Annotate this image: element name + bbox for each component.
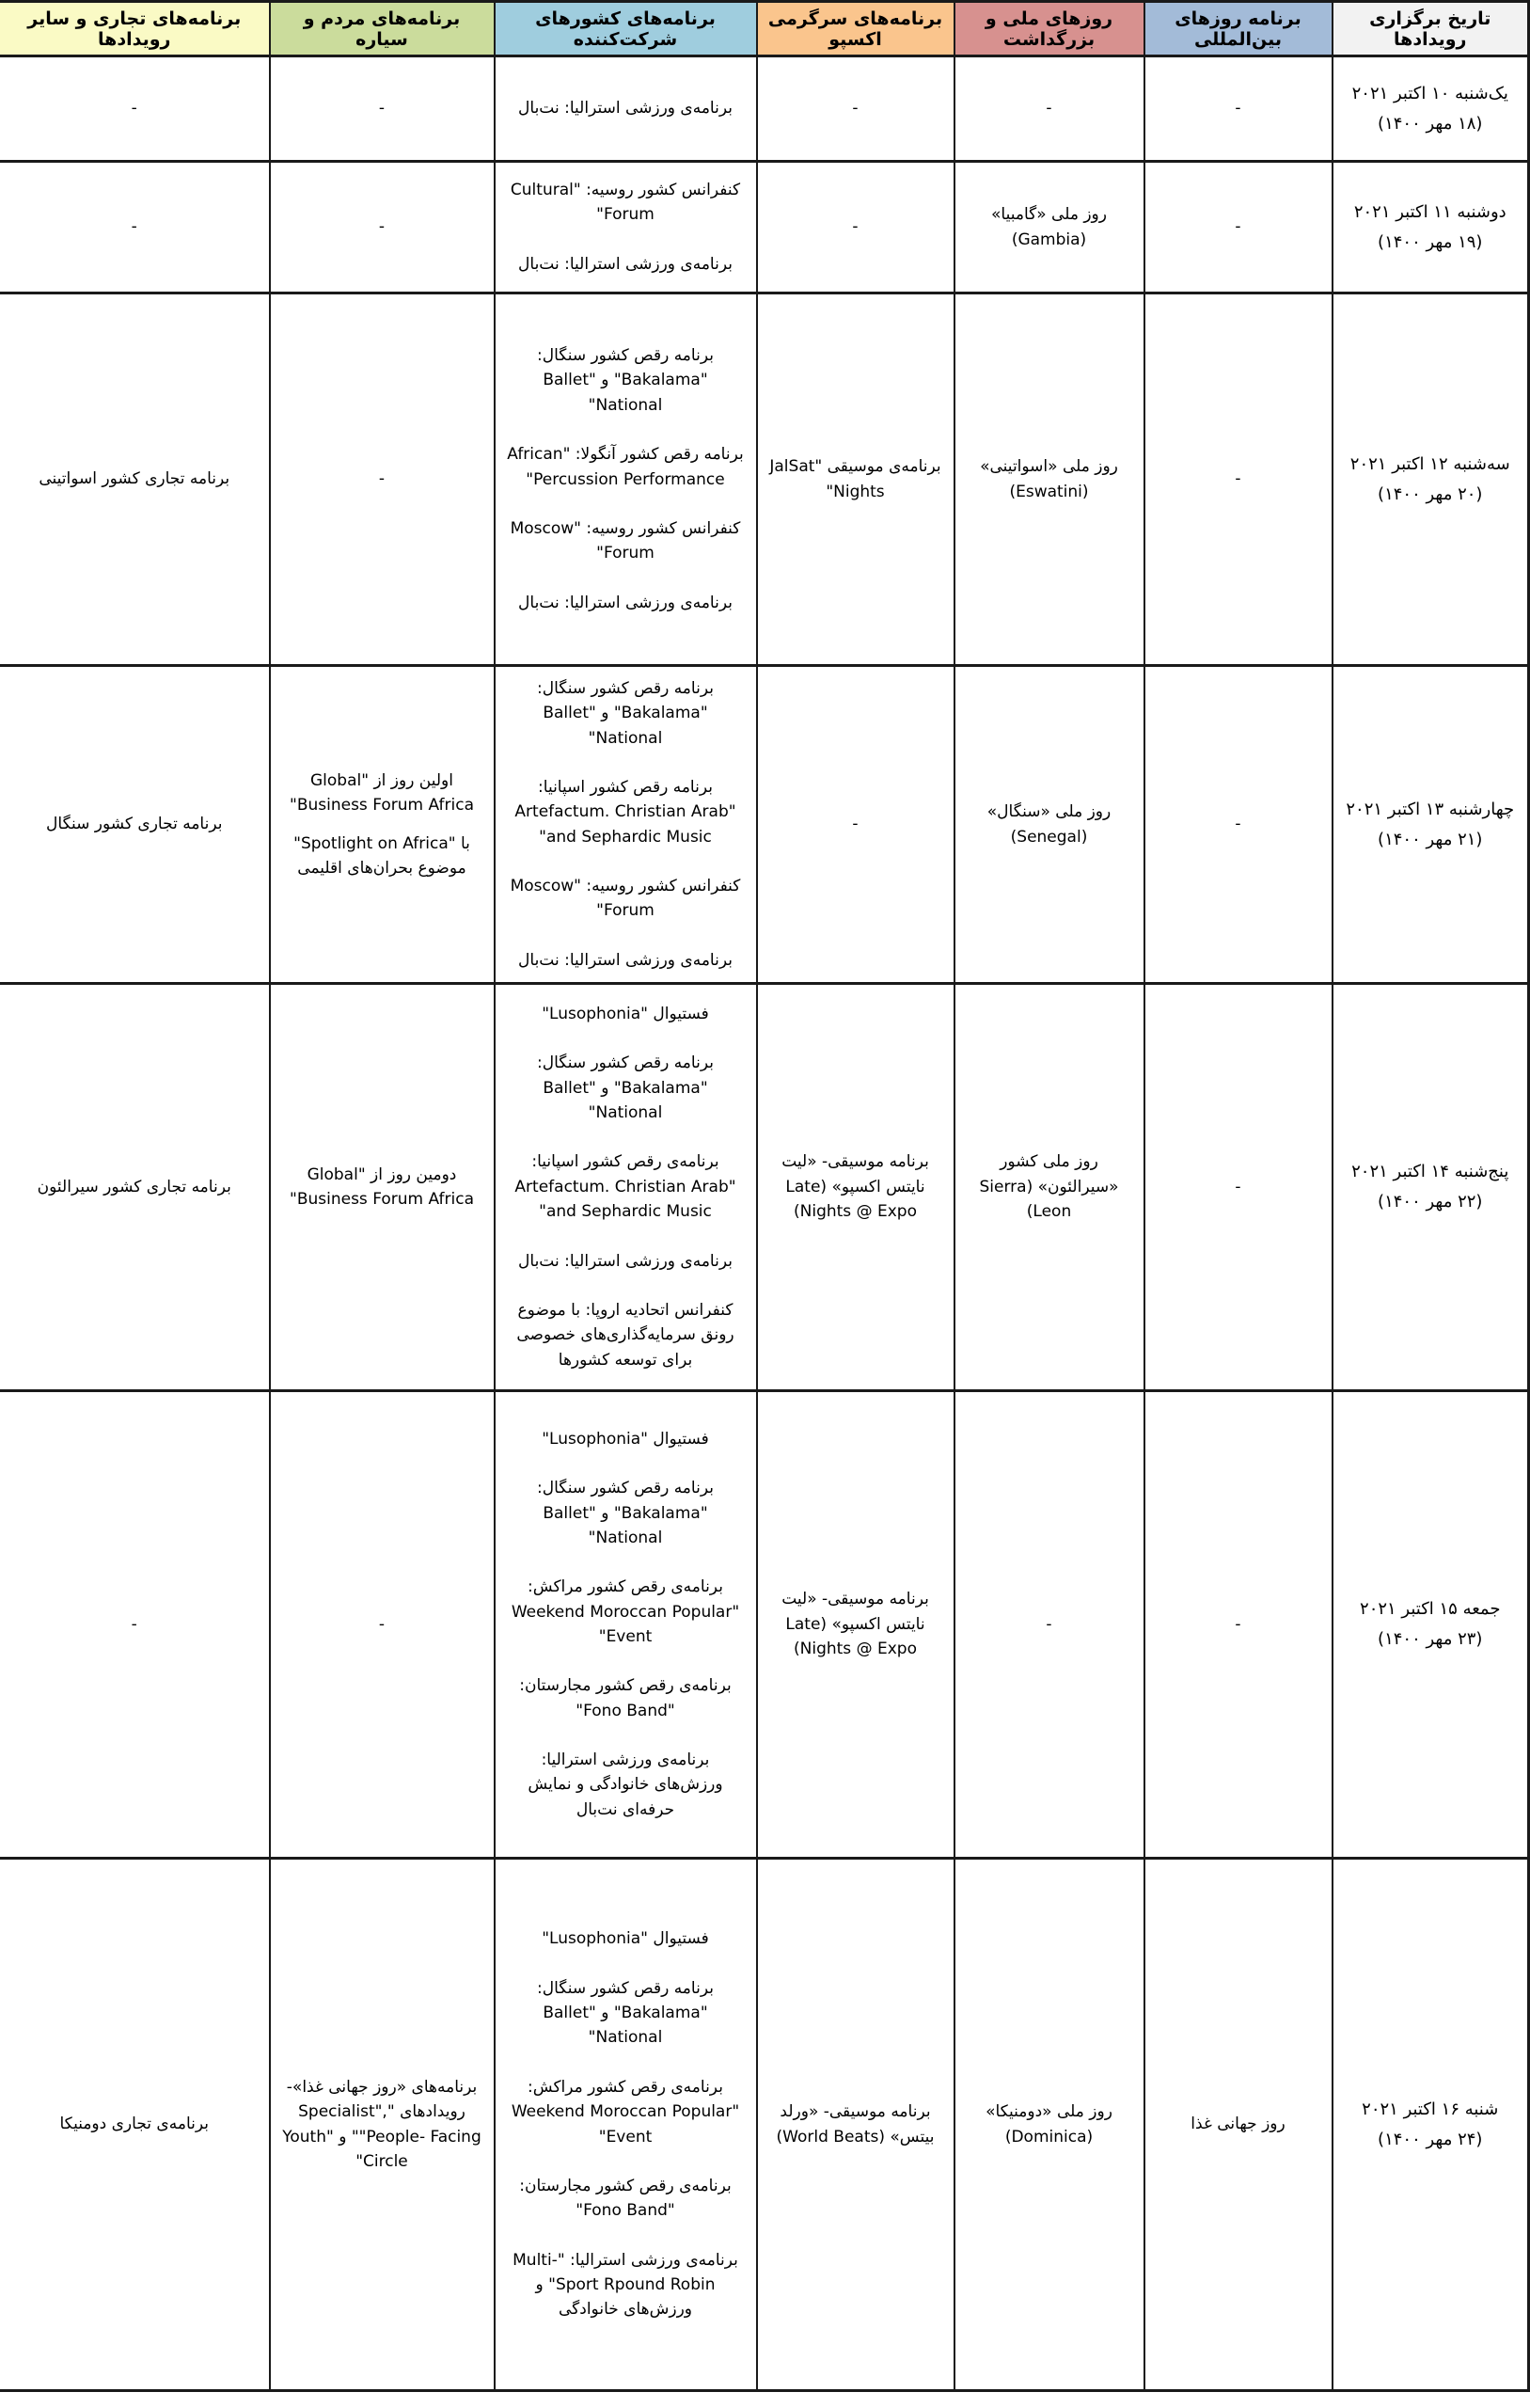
cell-paragraph: روز ملی کشور «سیرالئون» (Sierra Leon) <box>979 1152 1119 1222</box>
cell-paragraph: برنامه‌ی ورزشی استرالیا: نت‌بال <box>518 254 733 274</box>
cell-paragraph: برنامه‌ی ورزشی استرالیا: نت‌بال <box>518 99 733 119</box>
cell-national <box>954 1859 1144 2391</box>
cell-paragraph: (۲۳ مهر ۱۴۰۰) <box>1378 1629 1483 1649</box>
cell-paragraph: برنامه تجاری کشور سنگال <box>46 815 223 834</box>
cell-paragraph: - <box>131 1614 137 1634</box>
cell-countries <box>495 56 757 162</box>
header-cell-date: تاریخ برگزاری رویدادها <box>1333 2 1529 56</box>
cell-paragraph: (۱۸ مهر ۱۴۰۰) <box>1378 113 1483 134</box>
cell-paragraph: برنامه‌ی رقص کشور مراکش: "Weekend Moroccan Popular Event" <box>511 2077 740 2147</box>
cell-paragraph: برنامه رقص کشور سنگال: "Bakalama" و "Ballet National" <box>537 678 714 748</box>
cell-entertainment <box>757 56 954 162</box>
cell-countries <box>495 162 757 293</box>
header-cell-business: برنامه‌های تجاری و سایر رویدادها <box>0 2 270 56</box>
cell-entertainment <box>757 1391 954 1859</box>
cell-international <box>1144 293 1333 666</box>
cell-people <box>270 162 495 293</box>
cell-paragraph: پنج‌شنبه ۱۴ اکتبر ۲۰۲۱ <box>1351 1162 1509 1182</box>
cell-national <box>954 162 1144 293</box>
cell-paragraph: فستیوال "Lusophonia" <box>542 1005 709 1024</box>
cell-paragraph: برنامه رقص کشور سنگال: "Bakalama" و "Ballet National" <box>537 1054 714 1123</box>
cell-paragraph: برنامه‌ی رقص کشور مراکش: "Weekend Moroccan Popular Event" <box>511 1577 740 1646</box>
cell-entertainment <box>757 162 954 293</box>
cell-date <box>1333 666 1529 984</box>
cell-paragraph: روز ملی «دومنیکا» (Dominica) <box>986 2102 1112 2147</box>
cell-paragraph: دومین روز از "Global Business Forum Africa" <box>290 1164 474 1209</box>
cell-paragraph: - <box>131 99 137 119</box>
cell-paragraph: برنامه‌ی ورزشی استرالیا: نت‌بال <box>518 593 733 612</box>
cell-people <box>270 666 495 984</box>
cell-date <box>1333 1859 1529 2391</box>
cell-paragraph: - <box>1046 1614 1052 1634</box>
cell-paragraph: برنامه تجاری کشور سیرالئون <box>37 1177 231 1196</box>
cell-paragraph: - <box>378 469 386 489</box>
header-cell-international: برنامه روزهای بین‌المللی <box>1144 2 1333 56</box>
cell-national <box>954 1391 1144 1859</box>
cell-paragraph: یک‌شنبه ۱۰ اکتبر ۲۰۲۱ <box>1351 83 1508 103</box>
cell-paragraph: - <box>378 217 386 237</box>
cell-business <box>0 984 270 1391</box>
cell-paragraph: برنامه موسیقی- «لیت نایتس اکسپو» (Late Nights @ Expo) <box>781 1152 929 1222</box>
cell-date <box>1333 162 1529 293</box>
cell-paragraph: اولین روز از "Global Business Forum Africa" <box>290 770 474 816</box>
cell-paragraph: با "Spotlight on Africa" موضوع بحران‌های اقلیمی <box>293 833 470 878</box>
cell-people <box>270 56 495 162</box>
cell-paragraph: برنامه تجاری کشور اسواتینی <box>39 469 230 489</box>
cell-people <box>270 293 495 666</box>
cell-date <box>1333 56 1529 162</box>
cell-paragraph: - <box>1235 469 1241 489</box>
cell-paragraph: برنامه رقص کشور سنگال: "Bakalama" و "Ballet National" <box>537 346 714 415</box>
cell-paragraph: (۲۴ مهر ۱۴۰۰) <box>1378 2129 1483 2149</box>
cell-people <box>270 1859 495 2391</box>
cell-paragraph: سه‌شنبه ۱۲ اکتبر ۲۰۲۱ <box>1349 453 1510 474</box>
cell-paragraph: - <box>1046 99 1052 119</box>
cell-national <box>954 984 1144 1391</box>
cell-paragraph: شنبه ۱۶ اکتبر ۲۰۲۱ <box>1362 2099 1499 2119</box>
cell-paragraph: روز ملی «گامبیا» (Gambia) <box>991 205 1107 249</box>
cell-date <box>1333 1391 1529 1859</box>
cell-paragraph: روز ملی «اسواتینی» (Eswatini) <box>980 457 1118 501</box>
cell-paragraph: برنامه‌ی ورزشی استرالیا: ورزش‌های خانوادگی و نمایش حرفه‌ای نت‌بال <box>528 1751 723 1819</box>
cell-national <box>954 666 1144 984</box>
header-cell-people: برنامه‌های مردم و سیاره <box>270 2 495 56</box>
schedule-row <box>0 1391 1529 1859</box>
cell-paragraph: روز جهانی غذا <box>1191 2115 1286 2134</box>
cell-date <box>1333 293 1529 666</box>
cell-paragraph: - <box>378 99 386 119</box>
cell-business <box>0 56 270 162</box>
cell-paragraph: - <box>1235 815 1241 834</box>
cell-paragraph: جمعه ۱۵ اکتبر ۲۰۲۱ <box>1360 1599 1501 1620</box>
cell-business <box>0 293 270 666</box>
cell-national <box>954 293 1144 666</box>
cell-paragraph: فستیوال "Lusophonia" <box>542 1929 709 1949</box>
cell-paragraph: برنامه موسیقی- «لیت نایتس اکسپو» (Late Nights @ Expo) <box>781 1590 929 1659</box>
cell-paragraph: برنامه‌ی رقص کشور اسپانیا: "Artefactum. Christian Arab and Sephardic Music" <box>514 1152 736 1222</box>
cell-paragraph: برنامه رقص کشور سنگال: "Bakalama" و "Ballet National" <box>537 1978 714 2048</box>
cell-paragraph: فستیوال "Lusophonia" <box>542 1429 709 1449</box>
cell-paragraph: برنامه رقص کشور اسپانیا: "Artefactum. Christian Arab and Sephardic Music" <box>514 777 736 847</box>
cell-international <box>1144 1391 1333 1859</box>
cell-paragraph: - <box>131 217 137 237</box>
cell-paragraph: برنامه رقص کشور آنگولا: "African Percussion Performance" <box>507 445 744 489</box>
cell-paragraph: برنامه‌ی ورزشی استرالیا: نت‌بال <box>518 950 733 970</box>
cell-international <box>1144 984 1333 1391</box>
cell-entertainment <box>757 666 954 984</box>
schedule-row <box>0 984 1529 1391</box>
cell-entertainment <box>757 984 954 1391</box>
header-row <box>0 2 1529 56</box>
cell-paragraph: - <box>1235 99 1241 119</box>
cell-paragraph: روز ملی «سنگال» (Senegal) <box>986 802 1112 847</box>
header-cell-entertainment: برنامه‌های سرگرمی اکسپو <box>757 2 954 56</box>
cell-international <box>1144 162 1333 293</box>
cell-paragraph: - <box>378 1614 386 1634</box>
cell-countries <box>495 666 757 984</box>
header-cell-national: روزهای ملی و بزرگداشت <box>954 2 1144 56</box>
cell-entertainment <box>757 293 954 666</box>
cell-paragraph: برنامه رقص کشور سنگال: "Bakalama" و "Ballet National" <box>537 1479 714 1547</box>
cell-paragraph: برنامه موسیقی- «ورلد بیتس» (World Beats) <box>776 2102 935 2147</box>
cell-business <box>0 1391 270 1859</box>
cell-paragraph: دوشنبه ۱۱ اکتبر ۲۰۲۱ <box>1353 201 1506 222</box>
cell-paragraph: - <box>1235 217 1241 237</box>
cell-paragraph: - <box>1235 1177 1241 1196</box>
cell-paragraph: کنفرانس اتحادیه اروپا: با موضوع رونق سرمایه‌گذاری‌های خصوصی برای توسعه کشورها <box>516 1300 734 1370</box>
header-cell-countries: برنامه‌های کشورهای شرکت‌کننده <box>495 2 757 56</box>
cell-countries <box>495 984 757 1391</box>
cell-paragraph: کنفرانس کشور روسیه: "Moscow Forum" <box>510 877 741 921</box>
cell-international <box>1144 1859 1333 2391</box>
cell-paragraph: برنامه‌ی تجاری دومنیکا <box>59 2115 209 2134</box>
schedule-row <box>0 162 1529 293</box>
schedule-row <box>0 666 1529 984</box>
table-body <box>0 56 1529 2391</box>
table-header <box>0 2 1529 56</box>
cell-paragraph: (۲۲ مهر ۱۴۰۰) <box>1378 1192 1483 1212</box>
cell-countries <box>495 293 757 666</box>
cell-countries <box>495 1859 757 2391</box>
cell-paragraph: چهارشنبه ۱۳ اکتبر ۲۰۲۱ <box>1346 799 1515 819</box>
cell-business <box>0 666 270 984</box>
schedule-row <box>0 293 1529 666</box>
cell-international <box>1144 56 1333 162</box>
schedule-row <box>0 56 1529 162</box>
schedule-row <box>0 1859 1529 2391</box>
cell-business <box>0 162 270 293</box>
cell-paragraph: برنامه‌ی ورزشی استرالیا: "Multi-Sport Rpound Robin" و ورزش‌های خانوادگی <box>513 2250 738 2320</box>
cell-paragraph: برنامه‌ی رقص کشور مجارستان: "Fono Band" <box>519 2176 732 2221</box>
cell-paragraph: برنامه‌ی رقص کشور مجارستان: "Fono Band" <box>519 1676 732 1720</box>
cell-entertainment <box>757 1859 954 2391</box>
cell-national <box>954 56 1144 162</box>
cell-paragraph: برنامه‌ی موسیقی "JalSat Nights" <box>769 457 941 501</box>
cell-date <box>1333 984 1529 1391</box>
cell-paragraph: - <box>852 815 859 834</box>
cell-paragraph: کنفرانس کشور روسیه: "Moscow Forum" <box>510 518 741 563</box>
cell-paragraph: برنامه‌های «روز جهانی غذا»- رویدادهای "Specialist", "People- Facing" و "Youth Circle" <box>282 2077 481 2171</box>
cell-international <box>1144 666 1333 984</box>
cell-paragraph: (۱۹ مهر ۱۴۰۰) <box>1378 231 1483 252</box>
cell-paragraph: کنفرانس کشور روسیه: "Cultural Forum" <box>510 180 741 225</box>
cell-paragraph: (۲۱ مهر ۱۴۰۰) <box>1378 829 1483 849</box>
cell-people <box>270 984 495 1391</box>
cell-countries <box>495 1391 757 1859</box>
cell-paragraph: - <box>852 99 859 119</box>
cell-paragraph: (۲۰ مهر ۱۴۰۰) <box>1378 483 1483 504</box>
cell-business <box>0 1859 270 2391</box>
cell-paragraph: برنامه‌ی ورزشی استرالیا: نت‌بال <box>518 1251 733 1271</box>
cell-paragraph: - <box>1235 1614 1241 1634</box>
cell-paragraph: - <box>852 217 859 237</box>
cell-people <box>270 1391 495 1859</box>
